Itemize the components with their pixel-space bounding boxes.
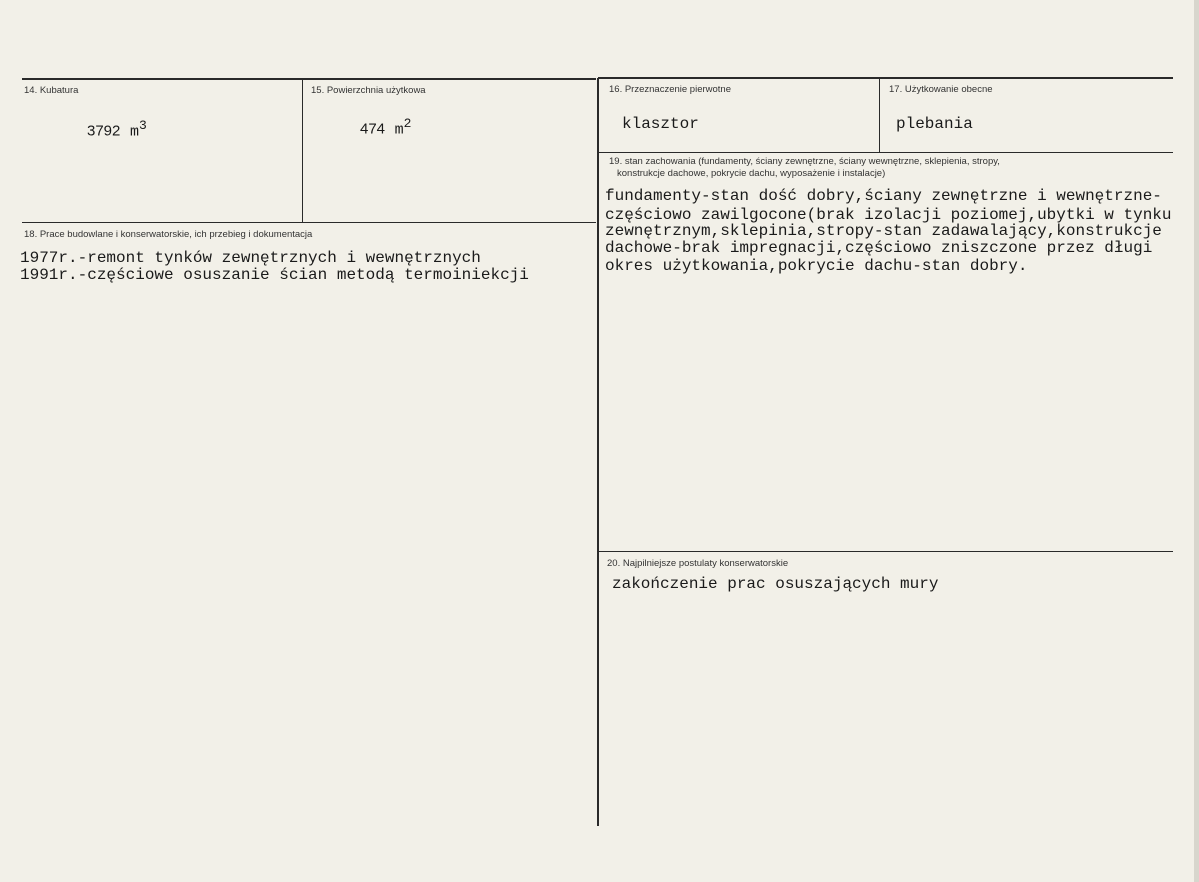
field-19-label-line-1: 19. stan zachowania (fundamenty, ściany zewnętrzne, ściany wewnętrzne, sklepienia, stropy, (609, 156, 1000, 167)
rule-above-20 (599, 551, 1173, 552)
rule-above-19 (599, 152, 1173, 153)
top-rule-right (598, 77, 1173, 79)
rule-above-18 (22, 222, 596, 223)
divider-14-15 (302, 80, 303, 222)
top-rule-left (22, 78, 596, 80)
field-16-value: klasztor (622, 115, 699, 133)
field-18-label: 18. Prace budowlane i konserwatorskie, ich przebieg i dokumentacja (24, 229, 313, 240)
divider-16-17 (879, 79, 880, 152)
area-unit: m (394, 121, 404, 139)
field-16-label: 16. Przeznaczenie pierwotne (609, 84, 731, 95)
field-20-value: zakończenie prac osuszających mury (612, 575, 939, 593)
field-17-value: plebania (896, 115, 973, 133)
area-exponent: 2 (403, 116, 412, 131)
field-19-line-1: fundamenty-stan dość dobry,ściany zewnętrzne i wewnętrzne- (605, 187, 1162, 205)
field-17-label: 17. Użytkowanie obecne (889, 84, 993, 95)
center-divider (597, 78, 599, 826)
field-15-label: 15. Powierzchnia użytkowa (311, 85, 426, 96)
field-19-line-4: dachowe-brak impregnacji,częściowo zniszczone przez długi (605, 239, 1153, 257)
field-14-value (87, 117, 147, 141)
field-18-line-2: 1991r.-częściowe osuszanie ścian metodą termoiniekcji (20, 266, 529, 284)
field-15-value (360, 115, 411, 139)
scan-edge (1194, 0, 1199, 882)
cubature-unit: m (129, 123, 139, 141)
field-19-label-line-2: konstrukcje dachowe, pokrycie dachu, wyposażenie i instalacje) (617, 168, 886, 179)
field-14-label: 14. Kubatura (24, 85, 79, 96)
field-18-line-1: 1977r.-remont tynków zewnętrznych i wewnętrznych (20, 249, 481, 267)
field-19-line-3: zewnętrznym,sklepinia,stropy-stan zadawalający,konstrukcje (605, 222, 1162, 240)
area-number: 474 (360, 120, 386, 138)
cubature-exponent: 3 (139, 118, 147, 133)
cubature-number: 3792 (87, 122, 121, 140)
field-20-label: 20. Najpilniejsze postulaty konserwatorskie (607, 558, 789, 569)
field-19-line-2: częściowo zawilgocone(brak izolacji poziomej,ubytki w tynku (605, 206, 1172, 224)
field-19-line-5: okres użytkowania,pokrycie dachu-stan dobry. (605, 257, 1028, 275)
